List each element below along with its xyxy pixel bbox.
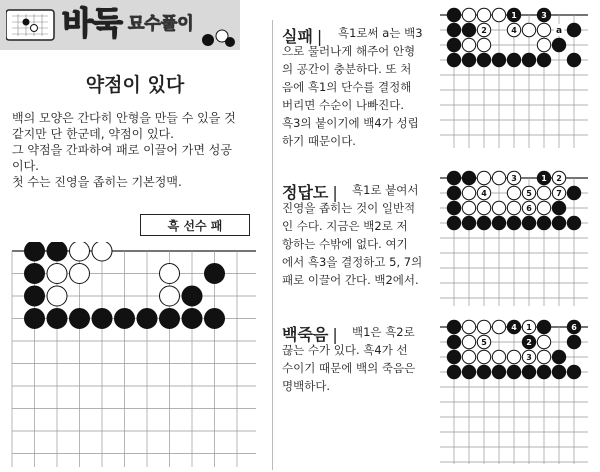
white-stone [522, 201, 535, 214]
white-stone [477, 186, 490, 199]
black-stone [507, 53, 520, 66]
move-number-label: 3 [541, 10, 547, 20]
white-stone [477, 8, 490, 21]
section-line: 항하는 수밖에 없다. 여기 [282, 237, 408, 251]
stones-decoration-icon [198, 28, 238, 48]
black-stone [507, 365, 520, 378]
black-stone [182, 309, 202, 329]
white-stone [492, 171, 505, 184]
black-stone [137, 309, 157, 329]
black-stone [552, 350, 565, 363]
white-stone [462, 38, 475, 51]
board-grid [440, 327, 588, 464]
correct-section-text [282, 181, 432, 289]
black-stone [537, 216, 550, 229]
black-stone [537, 320, 550, 333]
black-stone [25, 242, 45, 261]
correct-board [440, 160, 600, 312]
black-stone [462, 23, 475, 36]
intro-line: 같지만 단 한군데, 약점이 있다. [12, 127, 174, 141]
column-divider [272, 20, 273, 470]
dead-section-text [282, 323, 432, 395]
move-number-label: 4 [481, 188, 487, 198]
white-stone [160, 264, 180, 284]
black-stone [552, 365, 565, 378]
black-stone [567, 53, 580, 66]
black-stone [552, 38, 565, 51]
white-stone [507, 171, 520, 184]
section-line: 패로 이끌어 간다. 백2에서. [282, 273, 419, 287]
black-stone [462, 216, 475, 229]
black-stone [462, 53, 475, 66]
black-stone [92, 309, 112, 329]
header-banner [0, 0, 240, 50]
white-stone [462, 335, 475, 348]
black-stone [552, 216, 565, 229]
black-stone [462, 365, 475, 378]
move-number-label: 1 [541, 173, 547, 183]
move-number-label: 2 [481, 25, 487, 35]
banner-title: 바둑 [62, 4, 122, 42]
move-number-label: 3 [526, 352, 532, 362]
main-title: 약점이 있다 [85, 74, 185, 96]
move-number-label: 4 [511, 25, 517, 35]
intro-line: 첫 수는 진영을 좁히는 기본정맥. [12, 175, 182, 189]
black-stone [567, 186, 580, 199]
white-stone [477, 335, 490, 348]
white-stone [537, 201, 550, 214]
white-stone [47, 286, 67, 306]
section-divider-bar: | [332, 325, 338, 344]
black-stone [447, 38, 460, 51]
black-stone [25, 286, 45, 306]
white-stone [522, 186, 535, 199]
white-stone [70, 242, 90, 261]
white-stone [47, 264, 67, 284]
black-stone [567, 335, 580, 348]
board-grid [12, 251, 256, 467]
black-stone [537, 171, 550, 184]
black-stone [507, 320, 520, 333]
white-stone [492, 201, 505, 214]
white-stone [462, 320, 475, 333]
black-stone [447, 365, 460, 378]
black-stone [567, 216, 580, 229]
black-stone [567, 365, 580, 378]
intro-line: 백의 모양은 간다히 안형을 만들 수 있을 것 [12, 111, 236, 125]
white-stone [537, 23, 550, 36]
section-line: 수이기 때문에 백의 죽음은 [282, 361, 416, 375]
white-stone [507, 350, 520, 363]
white-stone [477, 171, 490, 184]
black-stone [447, 53, 460, 66]
move-number-label: 6 [571, 322, 577, 332]
failure-board [440, 0, 600, 152]
black-stone [160, 309, 180, 329]
white-stone [477, 320, 490, 333]
section-line: 인 수다. 지금은 백2로 저 [282, 219, 408, 233]
section-divider-bar: | [332, 183, 338, 202]
section-line: 흑1로써 a는 백3 [338, 26, 423, 40]
white-stone [507, 201, 520, 214]
black-stone [25, 309, 45, 329]
white-stone [537, 350, 550, 363]
section-divider-bar: | [316, 27, 323, 46]
white-stone [462, 350, 475, 363]
black-stone [522, 53, 535, 66]
white-stone [160, 286, 180, 306]
black-stone [537, 53, 550, 66]
move-number-label: 3 [511, 173, 517, 183]
problem-label: 흑 선수 패 [140, 214, 250, 236]
black-stone [477, 365, 490, 378]
black-stone [447, 186, 460, 199]
white-stone [477, 201, 490, 214]
move-number-label: 4 [511, 322, 517, 332]
move-number-label: 1 [526, 322, 532, 332]
intro-line: 이다. [12, 159, 39, 173]
white-stone [522, 23, 535, 36]
black-stone [567, 23, 580, 36]
black-stone [115, 309, 135, 329]
section-line: 에서 흑3을 결정하고 5, 7의 [282, 255, 423, 269]
move-number-label: 6 [526, 203, 532, 213]
white-stone [522, 320, 535, 333]
banner-subtitle: 묘수풀이 [128, 14, 194, 34]
black-stone [537, 8, 550, 21]
intro-text [12, 110, 262, 190]
white-stone [552, 186, 565, 199]
dead-board [440, 312, 600, 472]
black-stone [507, 8, 520, 21]
white-stone [552, 171, 565, 184]
white-stone [462, 186, 475, 199]
black-stone [492, 216, 505, 229]
black-stone [447, 320, 460, 333]
black-stone [492, 365, 505, 378]
section-line: 으로 물러나게 해주어 안형 [282, 44, 416, 58]
black-stone [522, 365, 535, 378]
black-stone [447, 335, 460, 348]
white-stone [477, 23, 490, 36]
white-stone [477, 38, 490, 51]
black-stone [447, 8, 460, 21]
move-number-label: 2 [526, 337, 532, 347]
black-stone [462, 171, 475, 184]
black-stone [47, 242, 67, 261]
black-stone [47, 309, 67, 329]
section-line: 하기 때문이다. [282, 134, 356, 148]
black-stone [182, 286, 202, 306]
black-stone [205, 264, 225, 284]
section-line: 진영을 좁히는 것이 일반적 [282, 201, 416, 215]
white-stone [477, 350, 490, 363]
white-stone [522, 350, 535, 363]
move-number-label: 5 [481, 337, 487, 347]
section-title-text: 정답도 [282, 183, 329, 202]
failure-section-text [282, 24, 432, 150]
black-stone [507, 216, 520, 229]
black-stone [537, 365, 550, 378]
black-stone [552, 201, 565, 214]
black-stone [567, 320, 580, 333]
white-stone [70, 264, 90, 284]
go-board-logo-icon [6, 6, 58, 42]
section-line: 명백하다. [282, 379, 331, 393]
white-stone [492, 350, 505, 363]
white-stone [537, 38, 550, 51]
intro-line: 그 약점을 간파하여 패로 이끌어 가면 성공 [12, 143, 232, 157]
black-stone [447, 23, 460, 36]
white-stone [537, 186, 550, 199]
black-stone [477, 216, 490, 229]
white-stone [492, 320, 505, 333]
black-stone [492, 53, 505, 66]
black-stone [522, 216, 535, 229]
black-stone [205, 309, 225, 329]
move-number-label: 7 [556, 188, 562, 198]
move-number-label: 5 [526, 188, 532, 198]
white-stone [462, 201, 475, 214]
section-line: 흑3의 붙이기에 백4가 성립 [282, 116, 419, 130]
section-line: 백1은 흑2로 [352, 325, 415, 339]
black-stone [447, 201, 460, 214]
section-title-text: 백죽음 [282, 325, 329, 344]
section-line: 의 공간이 충분하다. 또 처 [282, 62, 412, 76]
move-number-label: 2 [556, 173, 562, 183]
black-stone [447, 350, 460, 363]
section-line: 버리면 수순이 나빠진다. [282, 98, 405, 112]
black-stone [522, 335, 535, 348]
point-mark-label: a [555, 25, 563, 36]
white-stone [492, 8, 505, 21]
section-line: 끊는 수가 있다. 흑4가 선 [282, 343, 408, 357]
white-stone [507, 186, 520, 199]
section-title-text: 실패 [282, 27, 313, 46]
black-stone [25, 264, 45, 284]
section-line: 흑1로 붙여서 [352, 183, 419, 197]
black-stone [477, 53, 490, 66]
black-stone [70, 309, 90, 329]
section-line: 음에 흑1의 단수를 결정해 [282, 80, 412, 94]
move-number-label: 1 [511, 10, 517, 20]
white-stone [507, 23, 520, 36]
white-stone [462, 8, 475, 21]
white-stone [92, 242, 112, 261]
problem-board [8, 242, 264, 472]
black-stone [447, 216, 460, 229]
black-stone [447, 171, 460, 184]
white-stone [537, 335, 550, 348]
